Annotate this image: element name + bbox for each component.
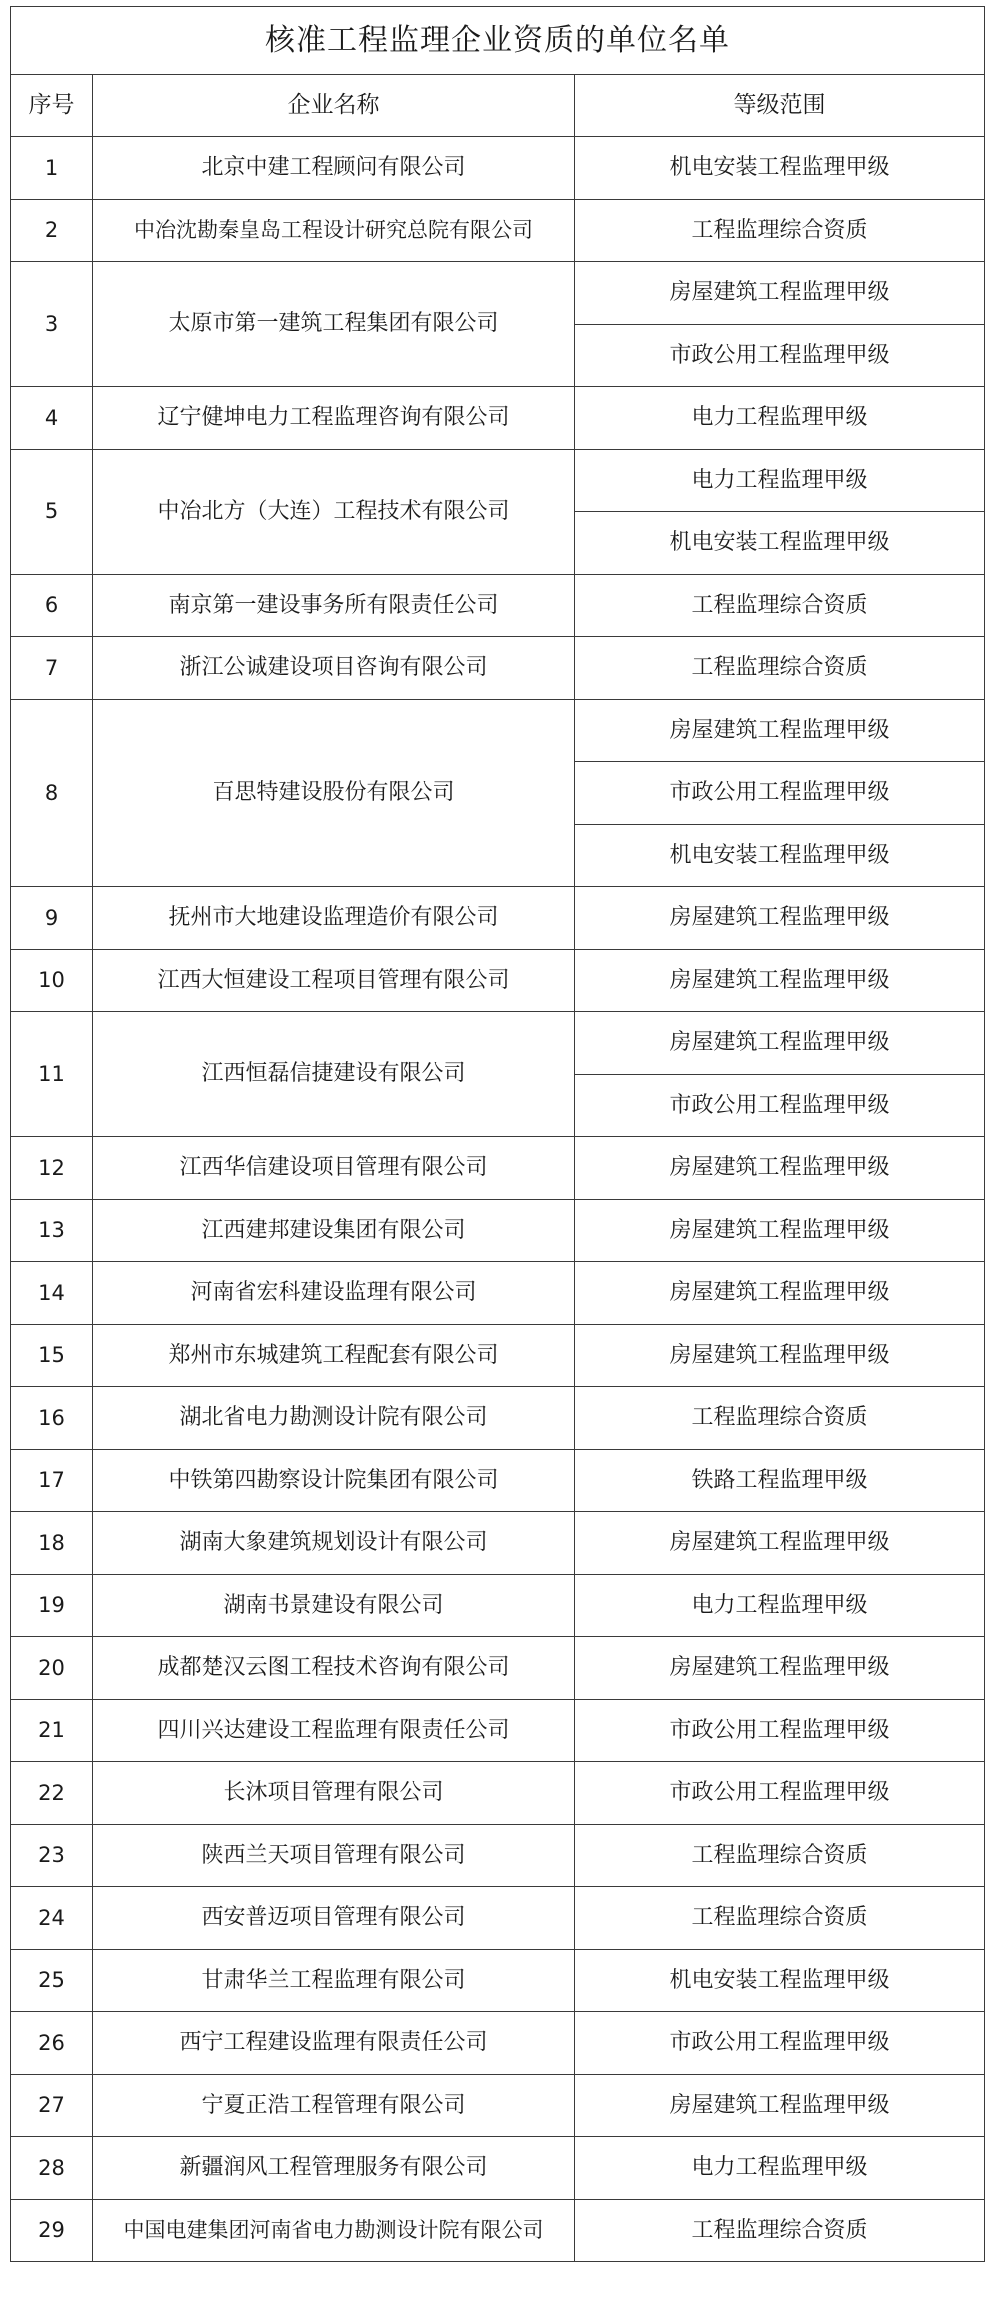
company-name: 太原市第一建筑工程集团有限公司 [93,262,575,387]
row-number: 25 [11,1949,93,2012]
company-name: 江西恒磊信捷建设有限公司 [93,1012,575,1137]
grade-scope: 市政公用工程监理甲级 [575,1074,985,1137]
header-seq: 序号 [11,75,93,137]
table-row [11,2074,985,2137]
row-number: 23 [11,1824,93,1887]
grade-scope: 市政公用工程监理甲级 [575,1699,985,1762]
row-number: 27 [11,2074,93,2137]
company-name: 中铁第四勘察设计院集团有限公司 [93,1449,575,1512]
company-name: 中冶沈勘秦皇岛工程设计研究总院有限公司 [93,199,575,262]
grade-scope: 机电安装工程监理甲级 [575,512,985,575]
grade-scope: 市政公用工程监理甲级 [575,2012,985,2075]
row-number: 15 [11,1324,93,1387]
grade-scope: 市政公用工程监理甲级 [575,762,985,825]
grade-scope: 工程监理综合资质 [575,1824,985,1887]
table-row [11,1637,985,1700]
row-number: 4 [11,387,93,450]
grade-scope: 电力工程监理甲级 [575,1574,985,1637]
grade-scope: 房屋建筑工程监理甲级 [575,1324,985,1387]
row-number: 2 [11,199,93,262]
grade-scope: 房屋建筑工程监理甲级 [575,1012,985,1075]
row-number: 10 [11,949,93,1012]
table-row [11,199,985,262]
row-number: 3 [11,262,93,387]
grade-scope: 房屋建筑工程监理甲级 [575,1262,985,1325]
table-row [11,1887,985,1950]
company-name: 湖北省电力勘测设计院有限公司 [93,1387,575,1450]
table-row [11,262,985,325]
grade-scope: 工程监理综合资质 [575,2199,985,2262]
row-number: 9 [11,887,93,950]
grade-scope: 工程监理综合资质 [575,199,985,262]
table-row [11,1762,985,1825]
table-row [11,137,985,200]
row-number: 29 [11,2199,93,2262]
table-row [11,1262,985,1325]
company-name: 新疆润风工程管理服务有限公司 [93,2137,575,2200]
row-number: 11 [11,1012,93,1137]
company-name: 四川兴达建设工程监理有限责任公司 [93,1699,575,1762]
row-number: 18 [11,1512,93,1575]
company-name: 抚州市大地建设监理造价有限公司 [93,887,575,950]
company-name: 宁夏正浩工程管理有限公司 [93,2074,575,2137]
company-name: 北京中建工程顾问有限公司 [93,137,575,200]
grade-scope: 工程监理综合资质 [575,637,985,700]
header-grade: 等级范围 [575,75,985,137]
company-name: 河南省宏科建设监理有限公司 [93,1262,575,1325]
grade-scope: 房屋建筑工程监理甲级 [575,2074,985,2137]
grade-scope: 机电安装工程监理甲级 [575,1949,985,2012]
company-name: 南京第一建设事务所有限责任公司 [93,574,575,637]
row-number: 8 [11,699,93,887]
row-number: 5 [11,449,93,574]
row-number: 26 [11,2012,93,2075]
company-name: 江西建邦建设集团有限公司 [93,1199,575,1262]
row-number: 24 [11,1887,93,1950]
company-name: 湖南书景建设有限公司 [93,1574,575,1637]
grade-scope: 工程监理综合资质 [575,1387,985,1450]
table-row [11,1699,985,1762]
table-row [11,1387,985,1450]
row-number: 6 [11,574,93,637]
grade-scope: 电力工程监理甲级 [575,387,985,450]
company-name: 辽宁健坤电力工程监理咨询有限公司 [93,387,575,450]
row-number: 19 [11,1574,93,1637]
table-row [11,1449,985,1512]
row-number: 21 [11,1699,93,1762]
qualification-table [10,6,985,2262]
table-row [11,887,985,950]
table-row [11,1574,985,1637]
grade-scope: 电力工程监理甲级 [575,2137,985,2200]
table-row [11,2012,985,2075]
grade-scope: 机电安装工程监理甲级 [575,824,985,887]
table-row [11,1512,985,1575]
company-name: 成都楚汉云图工程技术咨询有限公司 [93,1637,575,1700]
table-row [11,1824,985,1887]
grade-scope: 房屋建筑工程监理甲级 [575,949,985,1012]
company-name: 江西大恒建设工程项目管理有限公司 [93,949,575,1012]
table-row [11,1324,985,1387]
table-title: 核准工程监理企业资质的单位名单 [11,7,985,75]
company-name: 中冶北方（大连）工程技术有限公司 [93,449,575,574]
grade-scope: 房屋建筑工程监理甲级 [575,262,985,325]
row-number: 28 [11,2137,93,2200]
table-row [11,2199,985,2262]
table-row [11,449,985,512]
table-row [11,387,985,450]
table-row [11,637,985,700]
grade-scope: 工程监理综合资质 [575,574,985,637]
company-name: 湖南大象建筑规划设计有限公司 [93,1512,575,1575]
grade-scope: 房屋建筑工程监理甲级 [575,1137,985,1200]
row-number: 22 [11,1762,93,1825]
row-number: 7 [11,637,93,700]
row-number: 1 [11,137,93,200]
table-row [11,1137,985,1200]
table-row [11,2137,985,2200]
table-row [11,574,985,637]
row-number: 20 [11,1637,93,1700]
grade-scope: 房屋建筑工程监理甲级 [575,887,985,950]
company-name: 西宁工程建设监理有限责任公司 [93,2012,575,2075]
grade-scope: 工程监理综合资质 [575,1887,985,1950]
table-row [11,699,985,762]
company-name: 郑州市东城建筑工程配套有限公司 [93,1324,575,1387]
grade-scope: 房屋建筑工程监理甲级 [575,1199,985,1262]
table-row [11,949,985,1012]
company-name: 陕西兰天项目管理有限公司 [93,1824,575,1887]
row-number: 14 [11,1262,93,1325]
company-name: 甘肃华兰工程监理有限公司 [93,1949,575,2012]
grade-scope: 房屋建筑工程监理甲级 [575,1512,985,1575]
company-name: 江西华信建设项目管理有限公司 [93,1137,575,1200]
table-row [11,1199,985,1262]
header-company: 企业名称 [93,75,575,137]
row-number: 12 [11,1137,93,1200]
grade-scope: 铁路工程监理甲级 [575,1449,985,1512]
company-name: 百思特建设股份有限公司 [93,699,575,887]
row-number: 13 [11,1199,93,1262]
grade-scope: 市政公用工程监理甲级 [575,1762,985,1825]
company-name: 浙江公诚建设项目咨询有限公司 [93,637,575,700]
table-row [11,1949,985,2012]
grade-scope: 机电安装工程监理甲级 [575,137,985,200]
company-name: 中国电建集团河南省电力勘测设计院有限公司 [93,2199,575,2262]
company-name: 长沐项目管理有限公司 [93,1762,575,1825]
grade-scope: 房屋建筑工程监理甲级 [575,1637,985,1700]
grade-scope: 市政公用工程监理甲级 [575,324,985,387]
row-number: 17 [11,1449,93,1512]
table-row [11,1012,985,1075]
grade-scope: 房屋建筑工程监理甲级 [575,699,985,762]
row-number: 16 [11,1387,93,1450]
company-name: 西安普迈项目管理有限公司 [93,1887,575,1950]
grade-scope: 电力工程监理甲级 [575,449,985,512]
table-body [11,137,985,2262]
